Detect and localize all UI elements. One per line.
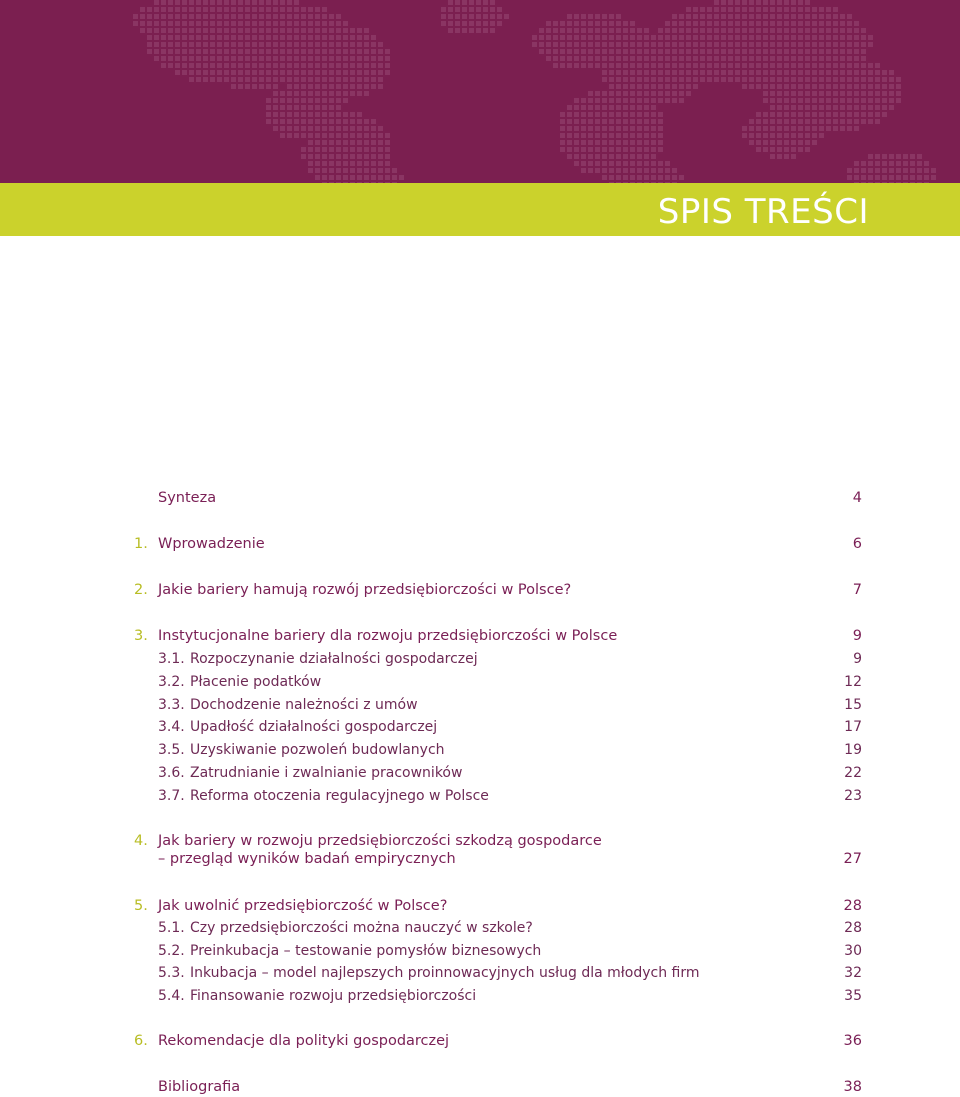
toc-entry[interactable] xyxy=(0,534,960,554)
toc-entry-label: Zatrudnianie i zwalnianie pracowników xyxy=(190,765,463,781)
toc-entry-label: Rozpoczynanie działalności gospodarczej xyxy=(190,651,478,667)
toc-entry-page: 32 xyxy=(844,965,862,981)
toc-entry-number: 1. xyxy=(134,536,148,552)
toc-entry[interactable] xyxy=(0,831,960,851)
toc-entry[interactable] xyxy=(0,963,960,983)
page-title: SPIS TREŚCI xyxy=(657,192,869,232)
toc-entry-page: 23 xyxy=(844,788,862,804)
toc-entry-page: 30 xyxy=(844,943,862,959)
toc-entry-page: 22 xyxy=(844,765,862,781)
toc-entry-page: 17 xyxy=(844,719,862,735)
toc-entry-label: Preinkubacja – testowanie pomysłów biznesowych xyxy=(190,943,542,959)
toc-entry[interactable] xyxy=(0,896,960,916)
toc-entry-label: Finansowanie rozwoju przedsiębiorczości xyxy=(190,988,477,1004)
toc-entry[interactable] xyxy=(0,918,960,938)
toc-entry-page: 9 xyxy=(853,651,862,667)
toc-entry[interactable] xyxy=(0,740,960,760)
toc-entry[interactable] xyxy=(0,849,960,869)
toc-entry-number: 3.3. xyxy=(158,697,185,713)
toc-entry-number: 3.5. xyxy=(158,742,185,758)
toc-entry[interactable] xyxy=(0,695,960,715)
toc-entry-page: 35 xyxy=(844,988,862,1004)
toc-entry[interactable] xyxy=(0,786,960,806)
toc-entry-page: 38 xyxy=(843,1079,862,1095)
toc-entry-page: 28 xyxy=(843,898,862,914)
toc-entry-page: 12 xyxy=(844,674,862,690)
toc-entry[interactable] xyxy=(0,1077,960,1097)
toc-entry-label: Instytucjonalne bariery dla rozwoju przedsiębiorczości w Polsce xyxy=(158,628,618,644)
toc-entry-label: Wprowadzenie xyxy=(158,536,265,552)
toc-entry-number: 3.7. xyxy=(158,788,185,804)
toc-entry-page: 19 xyxy=(844,742,862,758)
toc-entry-page: 9 xyxy=(852,628,862,644)
toc-entry[interactable] xyxy=(0,986,960,1006)
toc-entry-page: 7 xyxy=(852,582,862,598)
toc-entry-label: Płacenie podatków xyxy=(190,674,322,690)
toc-entry-label: Reforma otoczenia regulacyjnego w Polsce xyxy=(190,788,489,804)
toc-entry-label: – przegląd wyników badań empirycznych xyxy=(158,851,456,867)
toc-entry-number: 3. xyxy=(134,628,148,644)
toc-entry-number: 5.4. xyxy=(158,988,185,1004)
toc-entry-label: Rekomendacje dla polityki gospodarczej xyxy=(158,1033,450,1049)
toc-entry-number: 2. xyxy=(134,582,148,598)
toc-entry[interactable] xyxy=(0,626,960,646)
toc-entry-label: Bibliografia xyxy=(158,1079,241,1095)
toc-entry-number: 3.1. xyxy=(158,651,185,667)
toc-entry[interactable] xyxy=(0,580,960,600)
toc-entry-number: 5.1. xyxy=(158,920,185,936)
toc-entry[interactable] xyxy=(0,717,960,737)
toc-entry-number: 4. xyxy=(134,833,148,849)
toc-entry-label: Czy przedsiębiorczości można nauczyć w szkole? xyxy=(190,920,533,936)
toc-entry[interactable] xyxy=(0,1031,960,1051)
toc-entry-page: 15 xyxy=(844,697,862,713)
toc-entry-label: Synteza xyxy=(158,490,217,506)
toc-entry[interactable] xyxy=(0,488,960,508)
toc-entry-page: 6 xyxy=(852,536,862,552)
toc-entry-number: 3.2. xyxy=(158,674,185,690)
toc-entry-label: Inkubacja – model najlepszych proinnowacyjnych usług dla młodych firm xyxy=(190,965,700,981)
toc-entry-page: 27 xyxy=(843,851,862,867)
toc-entry-number: 5.2. xyxy=(158,943,185,959)
toc-entry[interactable] xyxy=(0,763,960,783)
header-banner xyxy=(0,0,960,183)
toc-entry-label: Jak uwolnić przedsiębiorczość w Polsce? xyxy=(158,898,448,914)
toc-entry[interactable] xyxy=(0,941,960,961)
toc-entry-number: 3.6. xyxy=(158,765,185,781)
toc-entry-page: 36 xyxy=(843,1033,862,1049)
toc-entry[interactable] xyxy=(0,649,960,669)
toc-entry-label: Uzyskiwanie pozwoleń budowlanych xyxy=(190,742,445,758)
toc-entry-number: 6. xyxy=(134,1033,148,1049)
toc-entry-label: Upadłość działalności gospodarczej xyxy=(190,719,438,735)
toc-entry[interactable] xyxy=(0,672,960,692)
world-map-graphic xyxy=(0,0,960,183)
toc-entry-number: 5.3. xyxy=(158,965,185,981)
toc-entry-label: Jak bariery w rozwoju przedsiębiorczości szkodzą gospodarce xyxy=(158,833,602,849)
toc-entry-page: 4 xyxy=(852,490,862,506)
toc-entry-page: 28 xyxy=(844,920,862,936)
toc-entry-number: 5. xyxy=(134,898,148,914)
toc-entry-number: 3.4. xyxy=(158,719,185,735)
toc-entry-label: Dochodzenie należności z umów xyxy=(190,697,418,713)
toc-entry-label: Jakie bariery hamują rozwój przedsiębiorczości w Polsce? xyxy=(158,582,572,598)
